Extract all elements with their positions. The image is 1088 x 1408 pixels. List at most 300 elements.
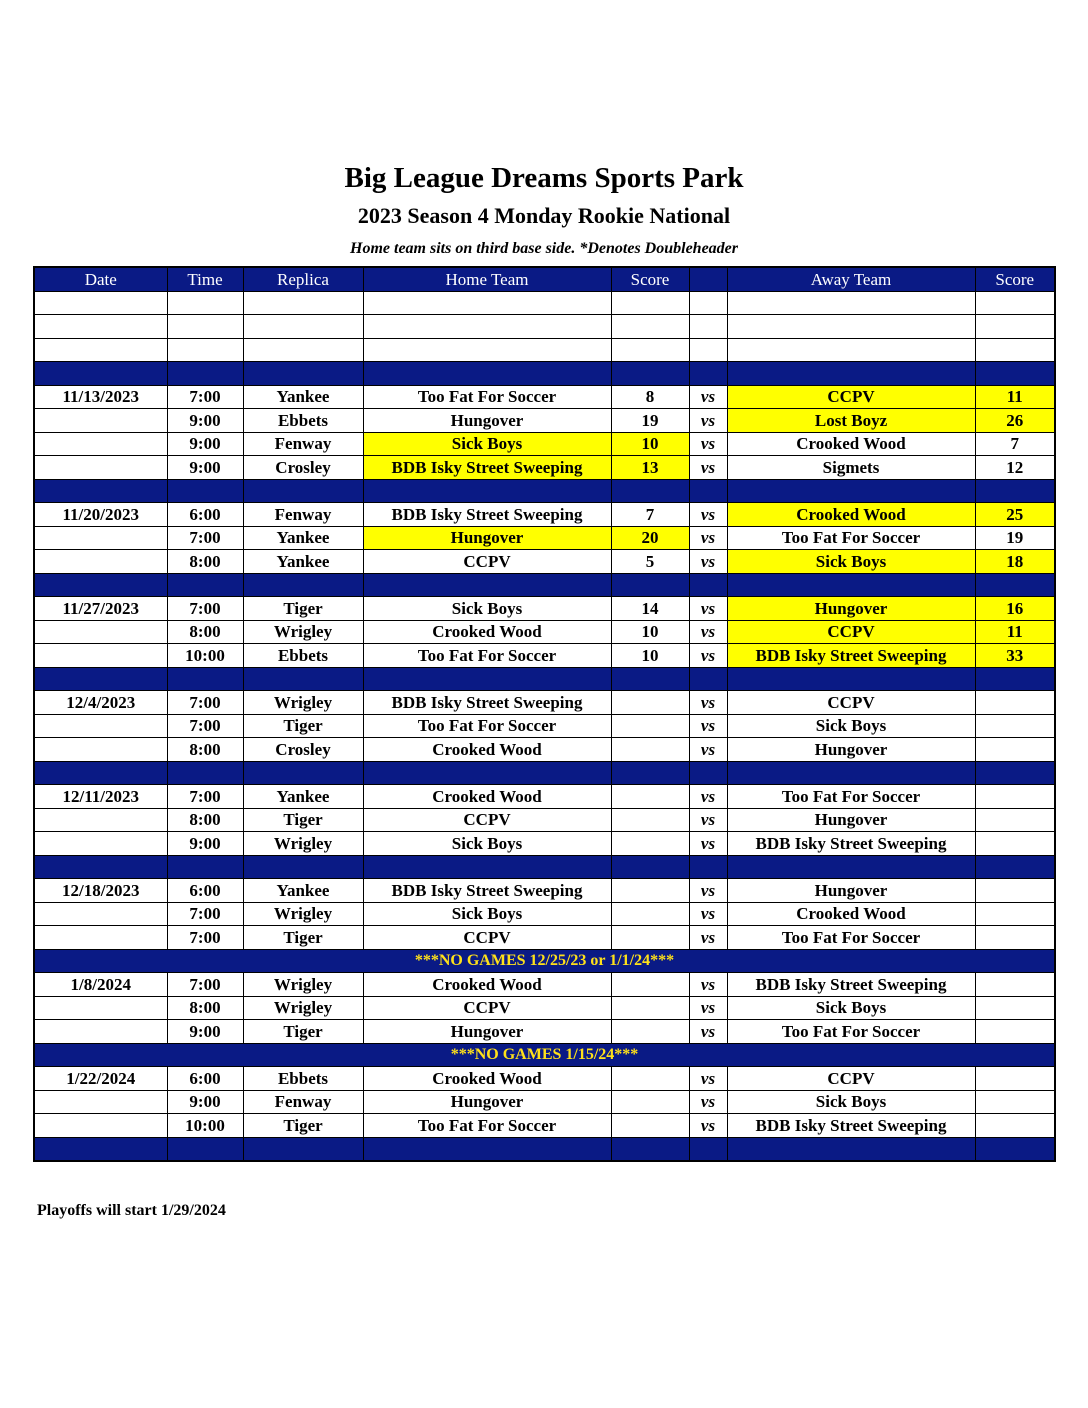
game-date	[34, 1020, 167, 1044]
game-time: 7:00	[167, 597, 243, 621]
vs-label: vs	[689, 714, 727, 738]
separator-cell	[167, 1137, 243, 1161]
no-games-note: ***NO GAMES 1/15/24***	[34, 1043, 1055, 1067]
separator-cell	[167, 573, 243, 597]
vs-label: vs	[689, 973, 727, 997]
game-replica: Tiger	[243, 1020, 363, 1044]
away-score	[975, 902, 1055, 926]
away-team: Crooked Wood	[727, 503, 975, 527]
vs-label: vs	[689, 526, 727, 550]
home-score	[611, 1067, 689, 1091]
game-date: 1/8/2024	[34, 973, 167, 997]
game-date	[34, 808, 167, 832]
blank-cell	[363, 291, 611, 315]
home-team: Hungover	[363, 526, 611, 550]
vs-label: vs	[689, 738, 727, 762]
game-row	[34, 714, 1055, 738]
home-score: 20	[611, 526, 689, 550]
game-date	[34, 620, 167, 644]
home-team: Sick Boys	[363, 597, 611, 621]
away-score	[975, 996, 1055, 1020]
game-time: 8:00	[167, 808, 243, 832]
separator-cell	[363, 855, 611, 879]
away-score	[975, 1114, 1055, 1138]
separator-cell	[611, 667, 689, 691]
game-replica: Wrigley	[243, 832, 363, 856]
game-row	[34, 785, 1055, 809]
away-score	[975, 691, 1055, 715]
game-row	[34, 409, 1055, 433]
away-team: Crooked Wood	[727, 432, 975, 456]
home-team: BDB Isky Street Sweeping	[363, 879, 611, 903]
game-row	[34, 1090, 1055, 1114]
game-time: 9:00	[167, 832, 243, 856]
game-time: 7:00	[167, 526, 243, 550]
away-score: 11	[975, 620, 1055, 644]
separator-cell	[34, 573, 167, 597]
away-team: BDB Isky Street Sweeping	[727, 1114, 975, 1138]
game-time: 6:00	[167, 879, 243, 903]
vs-label: vs	[689, 550, 727, 574]
separator-cell	[727, 855, 975, 879]
away-score	[975, 738, 1055, 762]
separator-cell	[689, 855, 727, 879]
separator-row	[34, 761, 1055, 785]
vs-label: vs	[689, 503, 727, 527]
blank-cell	[167, 291, 243, 315]
game-row	[34, 432, 1055, 456]
home-score: 10	[611, 620, 689, 644]
separator-cell	[34, 362, 167, 386]
blank-cell	[975, 315, 1055, 339]
separator-cell	[363, 1137, 611, 1161]
home-score	[611, 785, 689, 809]
away-team: CCPV	[727, 385, 975, 409]
away-team: Too Fat For Soccer	[727, 1020, 975, 1044]
home-team: Crooked Wood	[363, 973, 611, 997]
away-score: 26	[975, 409, 1055, 433]
separator-cell	[727, 761, 975, 785]
game-time: 9:00	[167, 456, 243, 480]
blank-row	[34, 338, 1055, 362]
separator-cell	[243, 667, 363, 691]
away-score: 33	[975, 644, 1055, 668]
away-team: CCPV	[727, 620, 975, 644]
home-team: Too Fat For Soccer	[363, 1114, 611, 1138]
game-time: 9:00	[167, 1020, 243, 1044]
separator-cell	[243, 362, 363, 386]
away-score	[975, 973, 1055, 997]
away-team: CCPV	[727, 1067, 975, 1091]
game-row	[34, 456, 1055, 480]
away-score: 19	[975, 526, 1055, 550]
game-replica: Ebbets	[243, 1067, 363, 1091]
home-team: CCPV	[363, 996, 611, 1020]
game-time: 7:00	[167, 902, 243, 926]
home-team: Too Fat For Soccer	[363, 385, 611, 409]
away-team: Hungover	[727, 738, 975, 762]
blank-cell	[727, 315, 975, 339]
game-replica: Tiger	[243, 926, 363, 950]
home-score	[611, 996, 689, 1020]
game-replica: Wrigley	[243, 620, 363, 644]
game-date: 11/27/2023	[34, 597, 167, 621]
separator-cell	[243, 479, 363, 503]
game-date: 11/13/2023	[34, 385, 167, 409]
column-header	[689, 267, 727, 291]
separator-row	[34, 1137, 1055, 1161]
game-row	[34, 808, 1055, 832]
game-replica: Yankee	[243, 879, 363, 903]
home-team: BDB Isky Street Sweeping	[363, 691, 611, 715]
blank-cell	[611, 291, 689, 315]
home-score	[611, 714, 689, 738]
game-time: 7:00	[167, 714, 243, 738]
blank-cell	[727, 338, 975, 362]
game-time: 9:00	[167, 409, 243, 433]
away-team: Hungover	[727, 597, 975, 621]
away-score: 16	[975, 597, 1055, 621]
game-row	[34, 832, 1055, 856]
blank-cell	[243, 338, 363, 362]
blank-cell	[611, 315, 689, 339]
home-score	[611, 902, 689, 926]
vs-label: vs	[689, 902, 727, 926]
game-date	[34, 902, 167, 926]
page-subtitle: 2023 Season 4 Monday Rookie National	[357, 203, 731, 228]
separator-cell	[611, 362, 689, 386]
game-row	[34, 550, 1055, 574]
blank-cell	[975, 338, 1055, 362]
home-team: Hungover	[363, 409, 611, 433]
vs-label: vs	[689, 926, 727, 950]
vs-label: vs	[689, 1114, 727, 1138]
vs-label: vs	[689, 456, 727, 480]
blank-row	[34, 315, 1055, 339]
blank-cell	[243, 291, 363, 315]
game-row	[34, 996, 1055, 1020]
game-time: 8:00	[167, 996, 243, 1020]
home-team: Sick Boys	[363, 432, 611, 456]
game-row	[34, 926, 1055, 950]
game-date	[34, 926, 167, 950]
away-score	[975, 808, 1055, 832]
away-team: BDB Isky Street Sweeping	[727, 973, 975, 997]
game-time: 6:00	[167, 503, 243, 527]
game-time: 7:00	[167, 973, 243, 997]
column-header: Date	[34, 267, 167, 291]
game-date	[34, 996, 167, 1020]
home-team: Crooked Wood	[363, 785, 611, 809]
game-replica: Tiger	[243, 714, 363, 738]
blank-cell	[689, 315, 727, 339]
game-date	[34, 550, 167, 574]
home-score	[611, 879, 689, 903]
game-time: 6:00	[167, 1067, 243, 1091]
game-row	[34, 1067, 1055, 1091]
home-score	[611, 691, 689, 715]
vs-label: vs	[689, 785, 727, 809]
separator-row	[34, 362, 1055, 386]
away-score	[975, 879, 1055, 903]
separator-cell	[975, 667, 1055, 691]
game-row	[34, 644, 1055, 668]
home-team: BDB Isky Street Sweeping	[363, 456, 611, 480]
game-time: 7:00	[167, 385, 243, 409]
game-time: 7:00	[167, 785, 243, 809]
home-score	[611, 1090, 689, 1114]
game-replica: Yankee	[243, 785, 363, 809]
blank-cell	[363, 338, 611, 362]
game-replica: Yankee	[243, 385, 363, 409]
away-team: Crooked Wood	[727, 902, 975, 926]
home-team: CCPV	[363, 808, 611, 832]
separator-cell	[975, 855, 1055, 879]
separator-cell	[689, 479, 727, 503]
column-header: Score	[975, 267, 1055, 291]
home-team: Too Fat For Soccer	[363, 714, 611, 738]
home-score: 5	[611, 550, 689, 574]
blank-cell	[689, 291, 727, 315]
blank-cell	[167, 315, 243, 339]
game-date	[34, 456, 167, 480]
no-games-row	[34, 949, 1055, 973]
vs-label: vs	[689, 996, 727, 1020]
away-score	[975, 832, 1055, 856]
game-date	[34, 409, 167, 433]
column-header: Home Team	[363, 267, 611, 291]
separator-cell	[689, 1137, 727, 1161]
away-team: Sick Boys	[727, 1090, 975, 1114]
blank-cell	[167, 338, 243, 362]
separator-cell	[243, 855, 363, 879]
home-team: CCPV	[363, 550, 611, 574]
home-team: Crooked Wood	[363, 620, 611, 644]
away-score	[975, 1090, 1055, 1114]
separator-cell	[975, 479, 1055, 503]
away-score: 7	[975, 432, 1055, 456]
game-date: 1/22/2024	[34, 1067, 167, 1091]
game-row	[34, 879, 1055, 903]
blank-row	[34, 291, 1055, 315]
separator-cell	[611, 855, 689, 879]
away-team: Too Fat For Soccer	[727, 526, 975, 550]
vs-label: vs	[689, 1020, 727, 1044]
separator-cell	[363, 761, 611, 785]
away-team: BDB Isky Street Sweeping	[727, 644, 975, 668]
column-header: Replica	[243, 267, 363, 291]
home-score: 14	[611, 597, 689, 621]
separator-cell	[363, 362, 611, 386]
home-score: 13	[611, 456, 689, 480]
separator-cell	[727, 479, 975, 503]
separator-cell	[34, 761, 167, 785]
separator-cell	[34, 855, 167, 879]
game-replica: Crosley	[243, 738, 363, 762]
separator-cell	[167, 479, 243, 503]
game-date	[34, 644, 167, 668]
away-team: BDB Isky Street Sweeping	[727, 832, 975, 856]
game-date	[34, 526, 167, 550]
separator-cell	[689, 573, 727, 597]
home-score: 10	[611, 432, 689, 456]
separator-cell	[611, 573, 689, 597]
game-date	[34, 1114, 167, 1138]
game-replica: Tiger	[243, 1114, 363, 1138]
vs-label: vs	[689, 409, 727, 433]
home-score	[611, 926, 689, 950]
game-time: 9:00	[167, 432, 243, 456]
separator-cell	[975, 573, 1055, 597]
vs-label: vs	[689, 808, 727, 832]
separator-cell	[363, 573, 611, 597]
separator-row	[34, 479, 1055, 503]
vs-label: vs	[689, 1067, 727, 1091]
column-header: Time	[167, 267, 243, 291]
separator-cell	[975, 362, 1055, 386]
away-team: Sick Boys	[727, 996, 975, 1020]
game-time: 9:00	[167, 1090, 243, 1114]
home-team: Too Fat For Soccer	[363, 644, 611, 668]
vs-label: vs	[689, 385, 727, 409]
separator-row	[34, 573, 1055, 597]
game-replica: Fenway	[243, 503, 363, 527]
game-time: 7:00	[167, 926, 243, 950]
separator-cell	[167, 761, 243, 785]
game-date	[34, 1090, 167, 1114]
game-date	[34, 738, 167, 762]
away-team: Sigmets	[727, 456, 975, 480]
no-games-note: ***NO GAMES 12/25/23 or 1/1/24***	[34, 949, 1055, 973]
away-team: Lost Boyz	[727, 409, 975, 433]
home-score	[611, 808, 689, 832]
game-row	[34, 526, 1055, 550]
blank-cell	[611, 338, 689, 362]
away-score	[975, 714, 1055, 738]
vs-label: vs	[689, 432, 727, 456]
game-time: 8:00	[167, 550, 243, 574]
game-replica: Fenway	[243, 432, 363, 456]
game-row	[34, 738, 1055, 762]
table-header-row	[34, 267, 1055, 291]
game-row	[34, 385, 1055, 409]
separator-cell	[689, 667, 727, 691]
game-date	[34, 832, 167, 856]
away-team: Sick Boys	[727, 550, 975, 574]
game-row	[34, 1020, 1055, 1044]
blank-cell	[34, 291, 167, 315]
game-date	[34, 714, 167, 738]
no-games-row	[34, 1043, 1055, 1067]
blank-cell	[689, 338, 727, 362]
separator-cell	[363, 479, 611, 503]
game-replica: Crosley	[243, 456, 363, 480]
home-team: Sick Boys	[363, 832, 611, 856]
separator-cell	[975, 761, 1055, 785]
home-team: BDB Isky Street Sweeping	[363, 503, 611, 527]
game-date: 11/20/2023	[34, 503, 167, 527]
separator-cell	[167, 362, 243, 386]
away-score: 12	[975, 456, 1055, 480]
home-score	[611, 973, 689, 997]
page-note: Home team sits on third base side. *Denotes Doubleheader	[350, 240, 738, 257]
blank-cell	[363, 315, 611, 339]
away-score: 11	[975, 385, 1055, 409]
separator-cell	[34, 479, 167, 503]
home-team: CCPV	[363, 926, 611, 950]
game-date: 12/4/2023	[34, 691, 167, 715]
game-time: 10:00	[167, 644, 243, 668]
game-row	[34, 691, 1055, 715]
game-replica: Wrigley	[243, 973, 363, 997]
separator-cell	[363, 667, 611, 691]
game-replica: Fenway	[243, 1090, 363, 1114]
vs-label: vs	[689, 620, 727, 644]
game-replica: Tiger	[243, 597, 363, 621]
home-score	[611, 1020, 689, 1044]
game-row	[34, 902, 1055, 926]
game-date: 12/11/2023	[34, 785, 167, 809]
separator-row	[34, 855, 1055, 879]
blank-cell	[975, 291, 1055, 315]
home-team: Hungover	[363, 1020, 611, 1044]
playoffs-note: Playoffs will start 1/29/2024	[37, 1202, 226, 1219]
game-date	[34, 432, 167, 456]
game-replica: Ebbets	[243, 644, 363, 668]
home-score	[611, 1114, 689, 1138]
home-team: Crooked Wood	[363, 738, 611, 762]
game-replica: Wrigley	[243, 902, 363, 926]
column-header: Score	[611, 267, 689, 291]
game-row	[34, 503, 1055, 527]
game-row	[34, 597, 1055, 621]
vs-label: vs	[689, 832, 727, 856]
game-row	[34, 973, 1055, 997]
away-score	[975, 926, 1055, 950]
separator-cell	[167, 855, 243, 879]
separator-cell	[611, 761, 689, 785]
home-team: Sick Boys	[363, 902, 611, 926]
separator-cell	[727, 667, 975, 691]
game-replica: Wrigley	[243, 996, 363, 1020]
separator-cell	[611, 479, 689, 503]
game-date: 12/18/2023	[34, 879, 167, 903]
vs-label: vs	[689, 597, 727, 621]
away-team: Too Fat For Soccer	[727, 926, 975, 950]
game-time: 8:00	[167, 738, 243, 762]
column-header: Away Team	[727, 267, 975, 291]
vs-label: vs	[689, 644, 727, 668]
game-replica: Wrigley	[243, 691, 363, 715]
away-score	[975, 785, 1055, 809]
home-team: Crooked Wood	[363, 1067, 611, 1091]
away-team: Sick Boys	[727, 714, 975, 738]
game-replica: Yankee	[243, 550, 363, 574]
separator-cell	[611, 1137, 689, 1161]
away-score: 25	[975, 503, 1055, 527]
separator-cell	[243, 1137, 363, 1161]
page-title: Big League Dreams Sports Park	[344, 162, 744, 194]
game-replica: Yankee	[243, 526, 363, 550]
home-score	[611, 738, 689, 762]
vs-label: vs	[689, 879, 727, 903]
away-team: Too Fat For Soccer	[727, 785, 975, 809]
separator-cell	[689, 761, 727, 785]
blank-cell	[727, 291, 975, 315]
blank-cell	[34, 338, 167, 362]
schedule-table	[33, 266, 1056, 1162]
away-team: Hungover	[727, 808, 975, 832]
